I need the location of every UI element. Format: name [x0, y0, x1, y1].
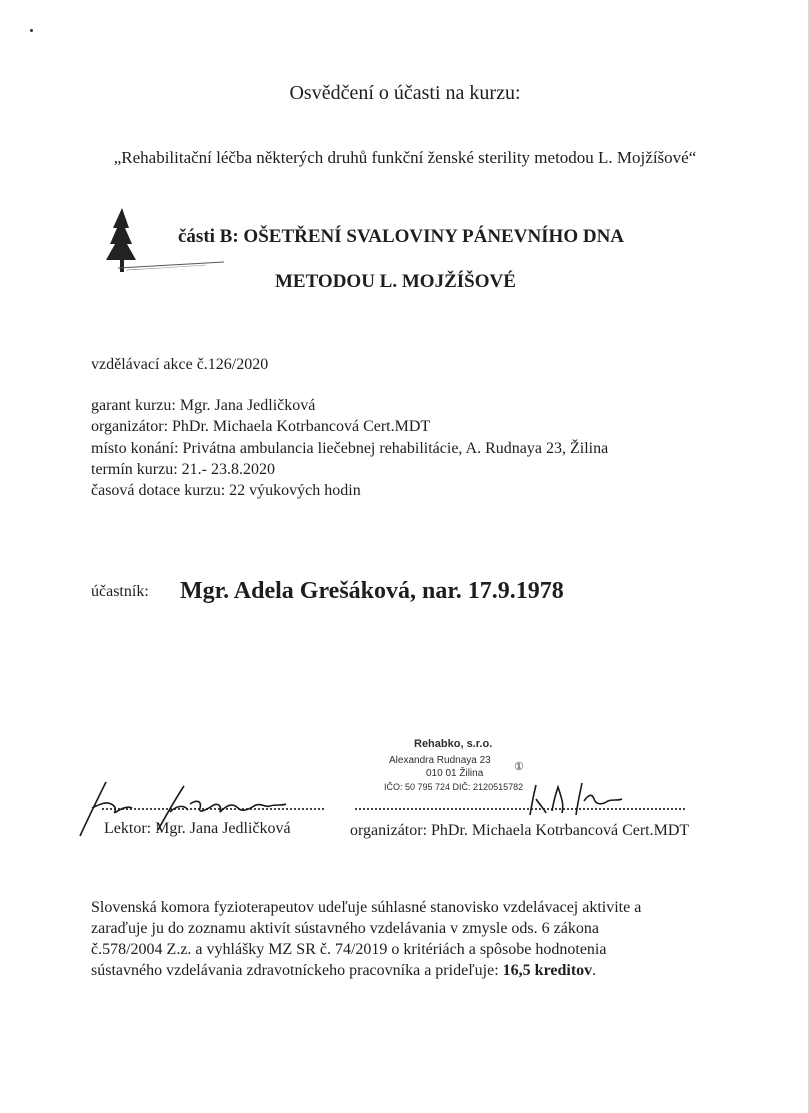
stamp-company: Rehabko, s.r.o.: [414, 738, 493, 750]
approval-line-4-text: sústavného vzdelávania zdravotníckeho pracovníka a prideľuje:: [91, 962, 503, 979]
stamp-mark: ①: [514, 761, 524, 773]
course-title: „Rehabilitační léčba některých druhů funkční ženské sterility metodou L. Mojžíšové“: [113, 148, 697, 167]
participant-name: Mgr. Adela Grešáková, nar. 17.9.1978: [180, 578, 564, 604]
approval-credits: 16,5 kreditov: [502, 962, 593, 979]
approval-line-1: Slovenská komora fyzioterapeutov udeľuje súhlasné stanovisko vzdelávacej aktivite a: [91, 899, 642, 916]
stamp-street: Alexandra Rudnaya 23: [389, 755, 491, 766]
course-hours: časová dotace kurzu: 22 výukových hodin: [91, 482, 361, 499]
part-title-line-1: části B: OŠETŘENÍ SVALOVINY PÁNEVNÍHO DNA: [178, 226, 625, 247]
scan-speck: [30, 29, 33, 32]
organizer-caption: organizátor: PhDr. Michaela Kotrbancová Cert.MDT: [350, 822, 690, 839]
stamp-city: 010 01 Žilina: [426, 768, 484, 779]
approval-line-4-end: .: [592, 962, 597, 979]
stamp-ids: IČO: 50 795 724 DIČ: 2120515782: [384, 782, 524, 792]
part-title-line-2: METODOU L. MOJŽÍŠOVÉ: [275, 271, 516, 292]
certificate-heading: Osvědčení o účasti na kurzu:: [289, 82, 521, 104]
participant-label: účastník:: [91, 583, 149, 600]
course-term: termín kurzu: 21.- 23.8.2020: [91, 461, 275, 478]
approval-line-3: č.578/2004 Z.z. a vyhlášky MZ SR č. 74/2019 o kritériách a spôsobe hodnotenia: [91, 941, 607, 958]
course-place: místo konání: Privátna ambulancia liečebnej rehabilitácie, A. Rudnaya 23, Žilina: [91, 440, 609, 457]
lecturer-caption: Lektor: Mgr. Jana Jedličková: [104, 820, 291, 837]
course-organizer: organizátor: PhDr. Michaela Kotrbancová Cert.MDT: [91, 418, 431, 435]
approval-line-4: [91, 962, 596, 980]
course-guarantor: garant kurzu: Mgr. Jana Jedličková: [91, 397, 316, 414]
organizer-signature: [522, 775, 642, 820]
approval-line-2: zaraďuje ju do zoznamu aktivít sústavného vzdelávania v zmysle ods. 6 zákona: [91, 920, 599, 937]
education-event-number: vzdělávací akce č.126/2020: [91, 356, 269, 373]
